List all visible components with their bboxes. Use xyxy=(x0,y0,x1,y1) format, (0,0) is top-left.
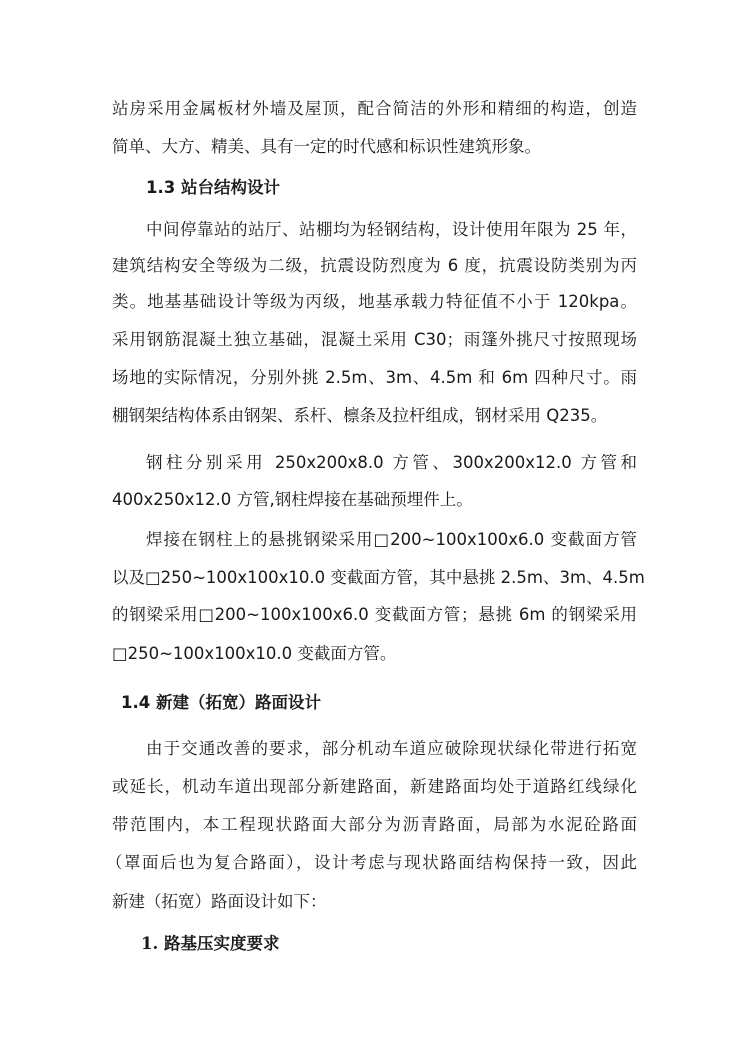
paragraph-line: 棚钢架结构体系由钢架、系杆、檩条及拉杆组成，钢材采用 Q235。 xyxy=(112,406,608,425)
paragraph-line: 带范围内，本工程现状路面大部分为沥青路面，局部为水泥砼路面 xyxy=(112,815,637,834)
paragraph-line: 站房采用金属板材外墙及屋顶，配合简洁的外形和精细的构造，创造 xyxy=(112,99,637,118)
paragraph-line: 新建（拓宽）路面设计如下： xyxy=(112,892,327,911)
section-heading-1-4: 1.4 新建（拓宽）路面设计 xyxy=(121,693,321,712)
paragraph-line: 采用钢筋混凝土独立基础，混凝土采用 C30；雨篷外挑尺寸按照现场 xyxy=(112,330,637,349)
paragraph-line: 简单、大方、精美、具有一定的时代感和标识性建筑形象。 xyxy=(112,137,541,156)
paragraph-line: □250~100x100x10.0 变截面方管。 xyxy=(112,644,397,663)
paragraph-line: 或延长，机动车道出现部分新建路面，新建路面均处于道路红线绿化 xyxy=(112,777,637,796)
paragraph-line: 焊接在钢柱上的悬挑钢梁采用□200~100x100x6.0 变截面方管 xyxy=(146,530,637,549)
paragraph-line: 以及□250~100x100x10.0 变截面方管，其中悬挑 2.5m、3m、4.5m xyxy=(112,568,645,587)
paragraph-line: 400x250x12.0 方管,钢柱焊接在基础预埋件上。 xyxy=(112,490,473,509)
subheading-1: 1. 路基压实度要求 xyxy=(141,934,280,953)
paragraph-line: 中间停靠站的站厅、站棚均为轻钢结构，设计使用年限为 25 年， xyxy=(146,220,637,239)
paragraph-line: 类。地基基础设计等级为丙级，地基承载力特征值不小于 120kpa。 xyxy=(112,292,637,311)
section-heading-1-3: 1.3 站台结构设计 xyxy=(146,178,280,197)
paragraph-line: （罩面后也为复合路面），设计考虑与现状路面结构保持一致，因此 xyxy=(106,853,637,872)
paragraph-line: 的钢梁采用□200~100x100x6.0 变截面方管；悬挑 6m 的钢梁采用 xyxy=(112,605,637,624)
paragraph-line: 场地的实际情况，分别外挑 2.5m、3m、4.5m 和 6m 四种尺寸。雨 xyxy=(112,368,637,387)
paragraph-line: 由于交通改善的要求，部分机动车道应破除现状绿化带进行拓宽 xyxy=(146,739,637,758)
paragraph-line: 钢柱分别采用 250x200x8.0 方管、300x200x12.0 方管和 xyxy=(146,453,637,472)
paragraph-line: 建筑结构安全等级为二级，抗震设防烈度为 6 度，抗震设防类别为丙 xyxy=(112,256,637,275)
